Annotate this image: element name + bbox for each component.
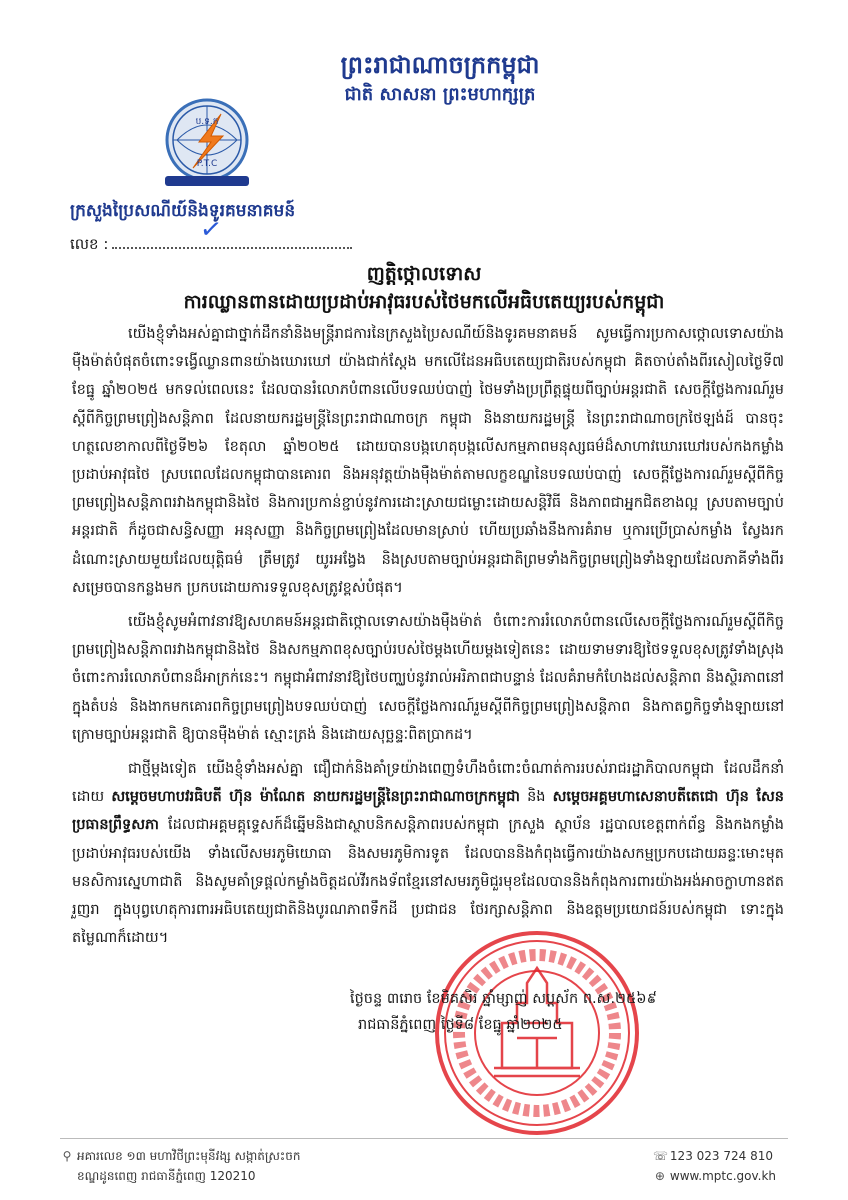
lunar-date: ថ្ងៃចន្ទ ៣រោច ខែមិគសិរ ឆ្នាំម្សាញ់ សប្តស័ក ព.ស.២៥៦៩ bbox=[350, 991, 657, 1007]
national-motto: ជាតិ សាសនា ព្រះមហាក្សត្រ bbox=[344, 84, 536, 105]
phone-icon: ☏ bbox=[652, 1149, 668, 1163]
letter-body bbox=[72, 320, 784, 958]
document-title: ញត្តិថ្កោលទោស bbox=[366, 263, 482, 285]
logo-bottom-letters: P.T.C bbox=[196, 159, 218, 169]
reference-number bbox=[70, 213, 352, 256]
logo-top-letters: ប.ទ.ក bbox=[195, 117, 219, 127]
document-subtitle: ការឈ្លានពានដោយប្រដាប់អាវុធរបស់ថៃមកលើអធិបតេយ្យរបស់កម្ពុជា bbox=[183, 291, 665, 313]
footer-contact bbox=[653, 1146, 776, 1186]
paragraph-2: យើងខ្ញុំសូមអំពាវនាវឱ្យសហគមន៍អន្តរជាតិថ្កោលទោសយ៉ាងម៉ឺងម៉ាត់ ចំពោះការរំលោភបំពានលើសេចក្តីថ្លែងការណ៍រួមស្តីពីកិច្ចព្រមព្រៀងសន្តិភាពរវាងកម្ពុជានិងថៃ និងសកម្មភាពខុសច្បាប់របស់ថៃម្តងហើយម្តងទៀតនេះ ដោយទាមទារឱ្យថៃទទួលខុសត្រូវទាំងស្រុងចំពោះការរំលោភបំពានដ៏អាក្រក់នេះ។ កម្ពុជាអំពាវនាវឱ្យថៃបញ្ឈប់នូវរាល់អរិភាពជាបន្ទាន់ ដែលគំរាមកំហែងដល់សន្តិភាព និងស្ថិរភាពនៅក្នុងតំបន់ និងងាកមកគោរពកិច្ចព្រមព្រៀងបទឈប់បាញ់ សេចក្តីថ្លែងការណ៍រួមស្តីពីកិច្ចព្រមព្រៀងសន្តិភាព និងកាតព្វកិច្ចទាំងឡាយនៅក្រោមច្បាប់អន្តរជាតិ ឱ្យបានម៉ឺងម៉ាត់ ស្មោះត្រង់ និងដោយសុច្ឆន្ទៈពិតប្រាកដ។ bbox=[72, 614, 784, 743]
prime-minister-name: សម្តេចមហាបវរធិបតី ហ៊ុន ម៉ាណែត នាយករដ្ឋមន្ត្រីនៃព្រះរាជាណាចក្រកម្ពុជា bbox=[111, 789, 520, 806]
check-mark-icon: ✓ bbox=[198, 213, 224, 247]
paragraph-3-text-a: ជាថ្មីម្តងទៀត យើងខ្ញុំទាំងអស់គ្នា ជឿជាក់និងគាំទ្រយ៉ាងពេញទំហឹងចំពោះចំណាត់ការរបស់រាជរដ្ឋាភិបាលកម្ពុជា ដែលដឹកនាំដោយ bbox=[72, 761, 784, 806]
ministry-logo bbox=[163, 96, 251, 188]
website-link[interactable]: www.mptc.gov.kh bbox=[669, 1169, 776, 1183]
reference-label: លេខ : bbox=[70, 235, 109, 253]
paragraph-3 bbox=[72, 755, 784, 952]
globe-icon: ⊕ bbox=[654, 1169, 665, 1183]
location-icon: ⚲ bbox=[62, 1149, 72, 1163]
footer-address bbox=[60, 1146, 300, 1186]
kingdom-header bbox=[300, 48, 580, 108]
senate-president-name: សម្តេចអគ្គមហាសេនាបតីតេជោ ហ៊ុន សែន ប្រធានព្រឹទ្ធសភា bbox=[72, 789, 784, 834]
phone-number: 123 023 724 810 bbox=[669, 1149, 773, 1163]
ministry-name: ក្រសួងប្រៃសណីយ៍និងទូរគមនាគមន៍ bbox=[70, 201, 296, 221]
reference-dotted-line bbox=[112, 233, 352, 249]
address-line-2: ខណ្ឌដូនពេញ រាជធានីភ្នំពេញ 120210 bbox=[77, 1169, 256, 1183]
paragraph-3-text-b: និង bbox=[520, 789, 553, 806]
address-line-1: អគារលេខ ១៣ មហាវិថីព្រះមុនីវង្ស សង្កាត់ស្រះចក bbox=[77, 1149, 301, 1163]
footer bbox=[60, 1138, 788, 1190]
kingdom-name: ព្រះរាជាណាចក្រកម្ពុជា bbox=[340, 51, 540, 79]
paragraph-1: យើងខ្ញុំទាំងអស់គ្នាជាថ្នាក់ដឹកនាំនិងមន្ត្រីរាជការនៃក្រសួងប្រៃសណីយ៍និងទូរគមនាគមន៍ សូមធ្វើការប្រកាសថ្កោលទោសយ៉ាងម៉ឺងម៉ាត់បំផុតចំពោះទង្វើឈ្លានពានយ៉ាងឃោរឃៅ យ៉ាងជាក់ស្តែង មកលើដែនអធិបតេយ្យជាតិរបស់កម្ពុជា គិតចាប់តាំងពីរសៀលថ្ងៃទី៧ ខែធ្នូ ឆ្នាំ២០២៥ មកទល់ពេលនេះ ដែលបានរំលោភបំពានលើបទឈប់បាញ់ ថៃមទាំងប្រព្រឹត្តផ្ទុយពីច្បាប់អន្តរជាតិ សេចក្តីថ្លែងការណ៍រួមស្តីពីកិច្ចព្រមព្រៀងសន្តិភាព ដែលនាយករដ្ឋមន្ត្រីនៃព្រះរាជាណាចក្រ កម្ពុជា និងនាយករដ្ឋមន្ត្រី នៃព្រះរាជាណាចក្រថៃឡង់ដ៍ បានចុះហត្ថលេខាកាលពីថ្ងៃទី២៦ ខែតុលា ឆ្នាំ២០២៥ ដោយបានបង្កហេតុបង្កលើសកម្មភាពមនុស្សធម៌ដ៏សាហាវឃោរឃៅរបស់កងកម្លាំងប្រដាប់អាវុធថៃ ស្របពេលដែលកម្ពុជាបានគោរព និងអនុវត្តយ៉ាងម៉ឺងម៉ាត់តាមលក្ខខណ្ឌនៃបទឈប់បាញ់ សេចក្តីថ្លែងការណ៍រួមស្តីពីកិច្ចព្រមព្រៀងសន្តិភាពរវាងកម្ពុជានិងថៃ និងការប្រកាន់ខ្ជាប់នូវការដោះស្រាយជម្លោះដោយសន្តិវិធី និងភាពជាអ្នកជិតខាងល្អ ស្របតាមច្បាប់អន្តរជាតិ ក៏ដូចជាសន្ធិសញ្ញា អនុសញ្ញា និងកិច្ចព្រមព្រៀងដែលមានស្រាប់ ហើយប្រឆាំងនឹងការគំរាម ឬការប្រើប្រាស់កម្លាំង ស្វែងរកដំណោះស្រាយមួយដែលយុត្តិធម៌ ត្រឹមត្រូវ យូរអង្វែង និងស្របតាមច្បាប់អន្តរជាតិព្រមទាំងកិច្ចព្រមព្រៀងទាំងឡាយដែលភាគីទាំងពីរសម្រេចបានកន្លងមក ប្រកបដោយការទទួលខុសត្រូវខ្ពស់បំផុត។ bbox=[72, 326, 784, 596]
footer-divider bbox=[60, 1138, 788, 1139]
solar-date: រាជធានីភ្នំពេញ ថ្ងៃទី៨ ខែធ្នូ ឆ្នាំ២០២៥ bbox=[358, 1017, 563, 1033]
paragraph-3-text-c: ដែលជាអគ្គមគ្គុទ្ទេសក៍ដ៏ឆ្នើមនិងជាស្ថាបនិកសន្តិភាពរបស់កម្ពុជា ក្រសួង ស្ថាប័ន រដ្ឋបាលខេត្តពាក់ព័ន្ធ និងកងកម្លាំងប្រដាប់អាវុធរបស់យើង ទាំងលើសមរភូមិយោធា និងសមរភូមិការទូត ដែលបាននិងកំពុងធ្វើការយ៉ាងសកម្មប្រកបដោយឆន្ទៈមោះមុត មនសិការស្នេហាជាតិ និងសូមគាំទ្រផ្តល់កម្លាំងចិត្តដល់វីរកងទ័ពខ្មែរនៅសមរភូមិជួរមុខដែលបាននិងកំពុងការពារយ៉ាងអង់អាចក្លាហានឥតរួញរា ក្នុងបុព្វហេតុការពារអធិបតេយ្យជាតិនិងបូរណភាពទឹកដី ប្រជាជន ថែរក្សាសន្តិភាព និងឧត្តមប្រយោជន៍របស់កម្ពុជា ទោះក្នុងតម្លៃណាក៏ដោយ។ bbox=[72, 817, 784, 947]
signing-date bbox=[350, 986, 790, 1038]
